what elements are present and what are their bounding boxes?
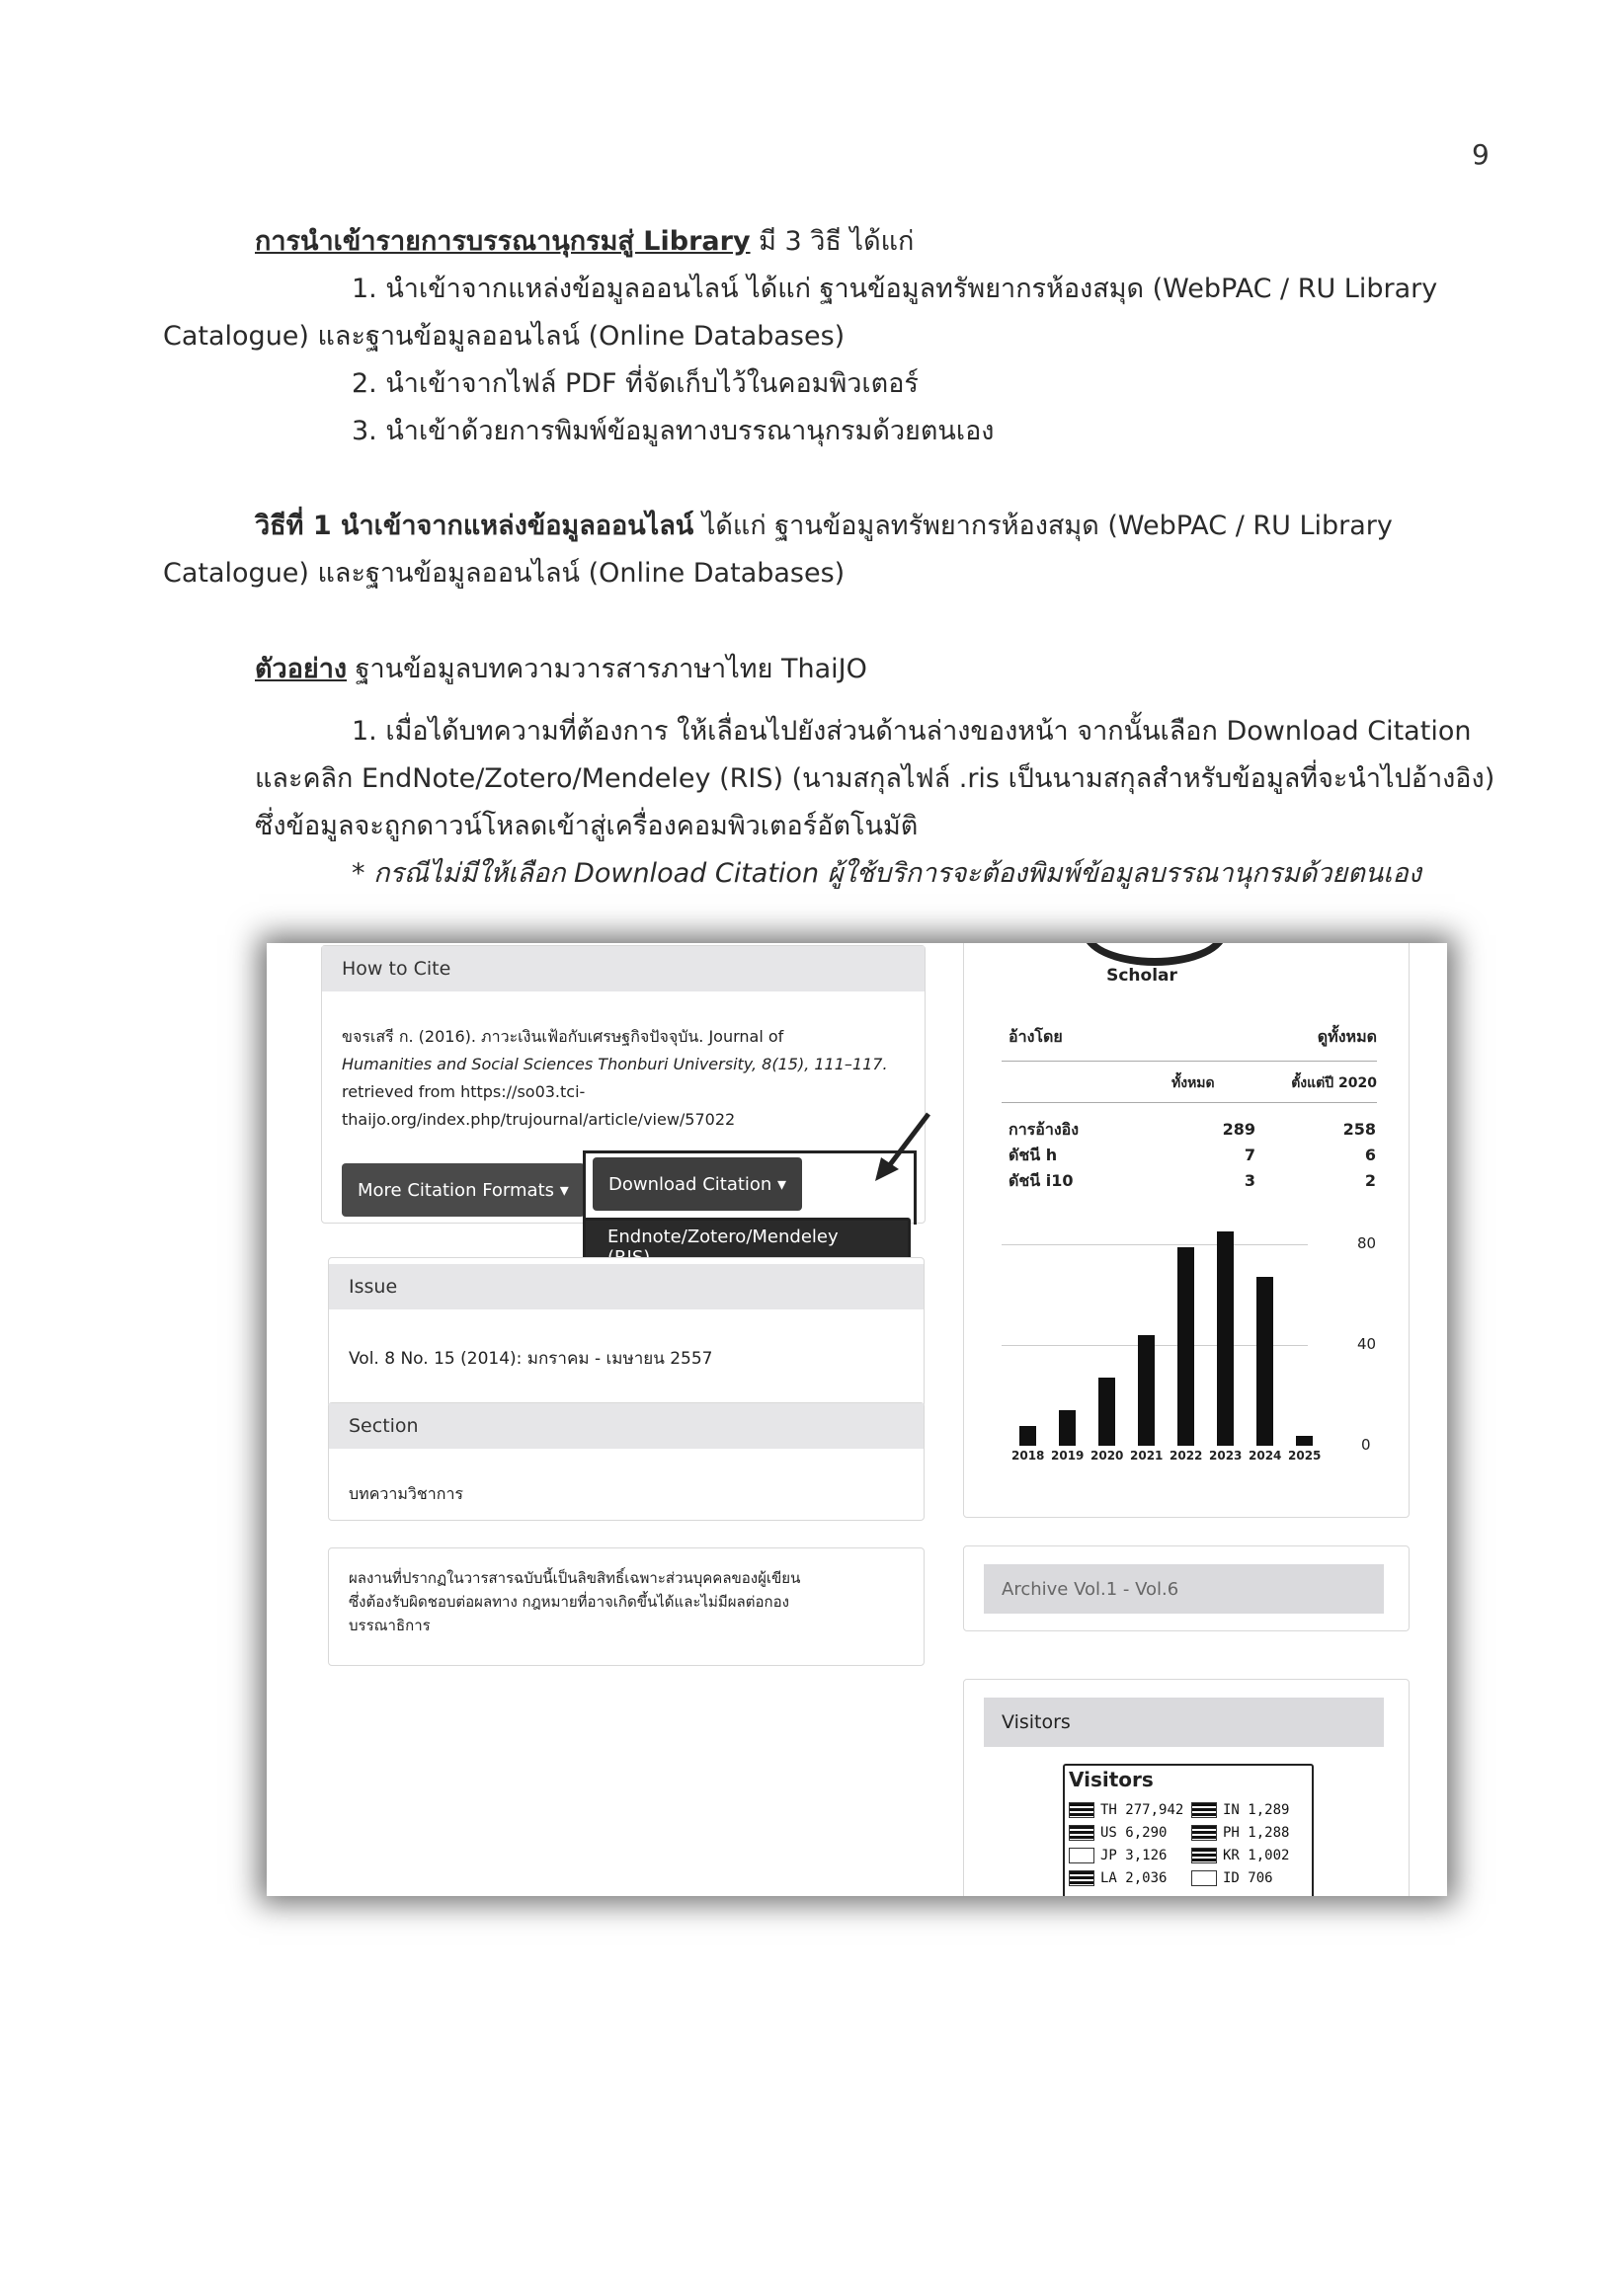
y-tick-0: 0	[1361, 1436, 1371, 1454]
flag-icon	[1069, 1825, 1094, 1841]
example-label: ตัวอย่าง	[255, 654, 348, 684]
scholar-logo-mark-icon	[1083, 943, 1227, 966]
metrics-label: การอ้างอิง	[1009, 1120, 1080, 1139]
citation-line4: thaijo.org/index.php/trujournal/article/view/57022	[342, 1110, 736, 1129]
metrics-all: 3	[1244, 1171, 1255, 1190]
method1-text-b: Catalogue) และฐานข้อมูลออนไลน์ (Online Databases)	[163, 558, 846, 589]
pointer-arrow-icon	[871, 1106, 940, 1185]
section-header: Section	[329, 1403, 924, 1449]
intro-paragraph	[255, 219, 914, 262]
visitors-right-column	[1191, 1799, 1289, 1890]
visitor-row: KR 1,002	[1191, 1845, 1289, 1867]
page-number: 9	[1472, 138, 1490, 171]
method1-paragraph	[255, 504, 1393, 546]
y-tick-80: 80	[1357, 1234, 1377, 1252]
chart-bar-2021	[1138, 1335, 1155, 1446]
x-tick-label: 2018	[1011, 1449, 1045, 1463]
intro-item1-b: Catalogue) และฐานข้อมูลออนไลน์ (Online Databases)	[163, 321, 846, 352]
metrics-since: 258	[1342, 1120, 1376, 1139]
metrics-row-citations	[1009, 1117, 1376, 1143]
flag-icon	[1069, 1848, 1094, 1863]
metrics-all: 289	[1222, 1120, 1255, 1139]
visitor-row: ID 706	[1191, 1867, 1289, 1890]
flag-icon	[1191, 1870, 1217, 1886]
y-tick-40: 40	[1357, 1335, 1377, 1353]
chart-bar-2020	[1098, 1378, 1115, 1446]
copyright-line1: ผลงานที่ปรากฏในวารสารฉบับนี้เป็นลิขสิทธิ์เฉพาะส่วนบุคคลของผู้เขียน	[349, 1569, 801, 1587]
x-tick-label: 2023	[1209, 1449, 1243, 1463]
method1-label: วิธีที่ 1 นำเข้าจากแหล่งข้อมูลออนไลน์	[255, 511, 694, 541]
flag-icon	[1191, 1802, 1217, 1818]
metrics-since: 2	[1364, 1171, 1376, 1190]
example-step1-a: 1. เมื่อได้บทความที่ต้องการ ให้เลื่อนไปยังส่วนด้านล่างของหน้า จากนั้นเลือก Download Citation	[352, 716, 1472, 747]
intro-title-suffix: มี 3 วิธี ได้แก่	[750, 226, 915, 257]
visitor-row: PH 1,288	[1191, 1822, 1289, 1845]
metrics-label: ดัชนี i10	[1009, 1171, 1074, 1190]
x-tick-label: 2019	[1051, 1449, 1085, 1463]
intro-item2: 2. นำเข้าจากไฟล์ PDF ที่จัดเก็บไว้ในคอมพิวเตอร์	[352, 368, 919, 399]
gridline-80	[1002, 1244, 1308, 1245]
intro-item1-a: 1. นำเข้าจากแหล่งข้อมูลออนไลน์ ได้แก่ ฐานข้อมูลทรัพยากรห้องสมุด (WebPAC / RU Library	[352, 274, 1438, 304]
archive-link[interactable]: Archive Vol.1 - Vol.6	[984, 1564, 1384, 1614]
col-all-header: ทั้งหมด	[1171, 1075, 1215, 1091]
download-citation-button[interactable]: Download Citation ▾	[593, 1157, 802, 1211]
visitor-row: IN 1,289	[1191, 1799, 1289, 1822]
visitor-row: TH 277,942	[1069, 1799, 1183, 1822]
chart-bar-2023	[1217, 1231, 1234, 1446]
visitor-row: LA 2,036	[1069, 1867, 1183, 1890]
x-tick-label: 2022	[1170, 1449, 1203, 1463]
chart-bar-2018	[1019, 1426, 1036, 1446]
section-value: บทความวิชาการ	[349, 1484, 464, 1503]
citation-line1: ขจรเสรี ก. (2016). ภาวะเงินเฟ้อกับเศรษฐกิจปัจจุบัน. Journal of	[342, 1027, 784, 1046]
visitors-left-column	[1069, 1799, 1183, 1890]
flag-icon	[1191, 1848, 1217, 1863]
flag-icon	[1191, 1825, 1217, 1841]
visitors-header: Visitors	[984, 1698, 1384, 1747]
citation-line2: Humanities and Social Sciences Thonburi University, 8(15), 111–117.	[342, 1055, 888, 1073]
col-since-header: ตั้งแต่ปี 2020	[1291, 1075, 1377, 1091]
chart-bar-2024	[1256, 1277, 1273, 1446]
x-tick-label: 2021	[1130, 1449, 1164, 1463]
citation-metrics-table	[1009, 1117, 1376, 1194]
issue-header: Issue	[329, 1264, 924, 1309]
visitors-widget[interactable]	[1063, 1764, 1314, 1896]
copyright-line2: ซึ่งต้องรับผิดชอบต่อผลทาง กฎหมายที่อาจเกิดขึ้นได้และไม่มีผลต่อกอง	[349, 1593, 789, 1611]
flag-icon	[1069, 1870, 1094, 1886]
citations-bar-chart	[1002, 1201, 1407, 1507]
intro-item3: 3. นำเข้าด้วยการพิมพ์ข้อมูลทางบรรณานุกรมด้วยตนเอง	[352, 416, 995, 446]
chart-bar-2025	[1296, 1436, 1313, 1446]
copyright-line3: บรรณาธิการ	[349, 1617, 431, 1634]
issue-value[interactable]: Vol. 8 No. 15 (2014): มกราคม - เมษายน 2557	[349, 1349, 713, 1369]
method1-text-a: ได้แก่ ฐานข้อมูลทรัพยากรห้องสมุด (WebPAC / RU Library	[693, 511, 1393, 541]
scholar-logo-text: Scholar	[1106, 966, 1177, 986]
cited-by-label: อ้างโดย	[1009, 1027, 1063, 1046]
chart-bar-2022	[1177, 1247, 1194, 1446]
visitors-card	[963, 1679, 1410, 1896]
issue-card	[328, 1257, 925, 1407]
x-tick-label: 2025	[1288, 1449, 1322, 1463]
flag-icon	[1069, 1802, 1094, 1818]
metrics-row-i10-index	[1009, 1168, 1376, 1194]
how-to-cite-header: How to Cite	[322, 946, 925, 991]
intro-title: การนำเข้ารายการบรรณานุกรมสู่ Library	[255, 226, 751, 257]
metrics-row-h-index	[1009, 1143, 1376, 1168]
x-tick-label: 2020	[1090, 1449, 1124, 1463]
copyright-card	[328, 1547, 925, 1666]
section-card	[328, 1402, 925, 1521]
x-tick-label: 2024	[1249, 1449, 1282, 1463]
citation-line3: retrieved from https://so03.tci-	[342, 1082, 586, 1101]
metrics-label: ดัชนี h	[1009, 1146, 1058, 1164]
example-note: * กรณีไม่มีให้เลือก Download Citation ผู้ใช้บริการจะต้องพิมพ์ข้อมูลบรรณานุกรมด้วยตนเอง	[352, 858, 1421, 889]
metrics-all: 7	[1244, 1146, 1255, 1164]
visitor-row: JP 3,126	[1069, 1845, 1183, 1867]
chart-bar-2019	[1059, 1410, 1076, 1446]
metrics-since: 6	[1364, 1146, 1376, 1164]
scholar-logo	[1063, 944, 1221, 986]
scholar-divider-mid	[1002, 1102, 1377, 1103]
example-text: ฐานข้อมูลบทความวารสารภาษาไทย ThaiJO	[347, 654, 867, 684]
view-all-link[interactable]: ดูทั้งหมด	[1317, 1027, 1377, 1046]
visitors-widget-title: Visitors	[1069, 1768, 1154, 1791]
visitor-row: US 6,290	[1069, 1822, 1183, 1845]
copyright-text	[349, 1566, 800, 1637]
google-scholar-card	[963, 943, 1410, 1518]
example-paragraph	[255, 647, 867, 689]
archive-card	[963, 1545, 1410, 1631]
more-citation-formats-button[interactable]: More Citation Formats ▾	[342, 1163, 585, 1217]
example-step1-b: และคลิก EndNote/Zotero/Mendeley (RIS) (นามสกุลไฟล์ .ris เป็นนามสกุลสำหรับข้อมูลที่จะนำไปอ้างอิง)	[255, 763, 1495, 794]
scholar-divider-top	[1002, 1061, 1377, 1062]
thaijo-screenshot	[267, 943, 1447, 1896]
citation-text	[342, 1023, 888, 1134]
example-step1-c: ซึ่งข้อมูลจะถูกดาวน์โหลดเข้าสู่เครื่องคอมพิวเตอร์อัตโนมัติ	[255, 811, 919, 841]
dropdown-ris-option[interactable]: Endnote/Zotero/Mendeley	[586, 1221, 908, 1274]
